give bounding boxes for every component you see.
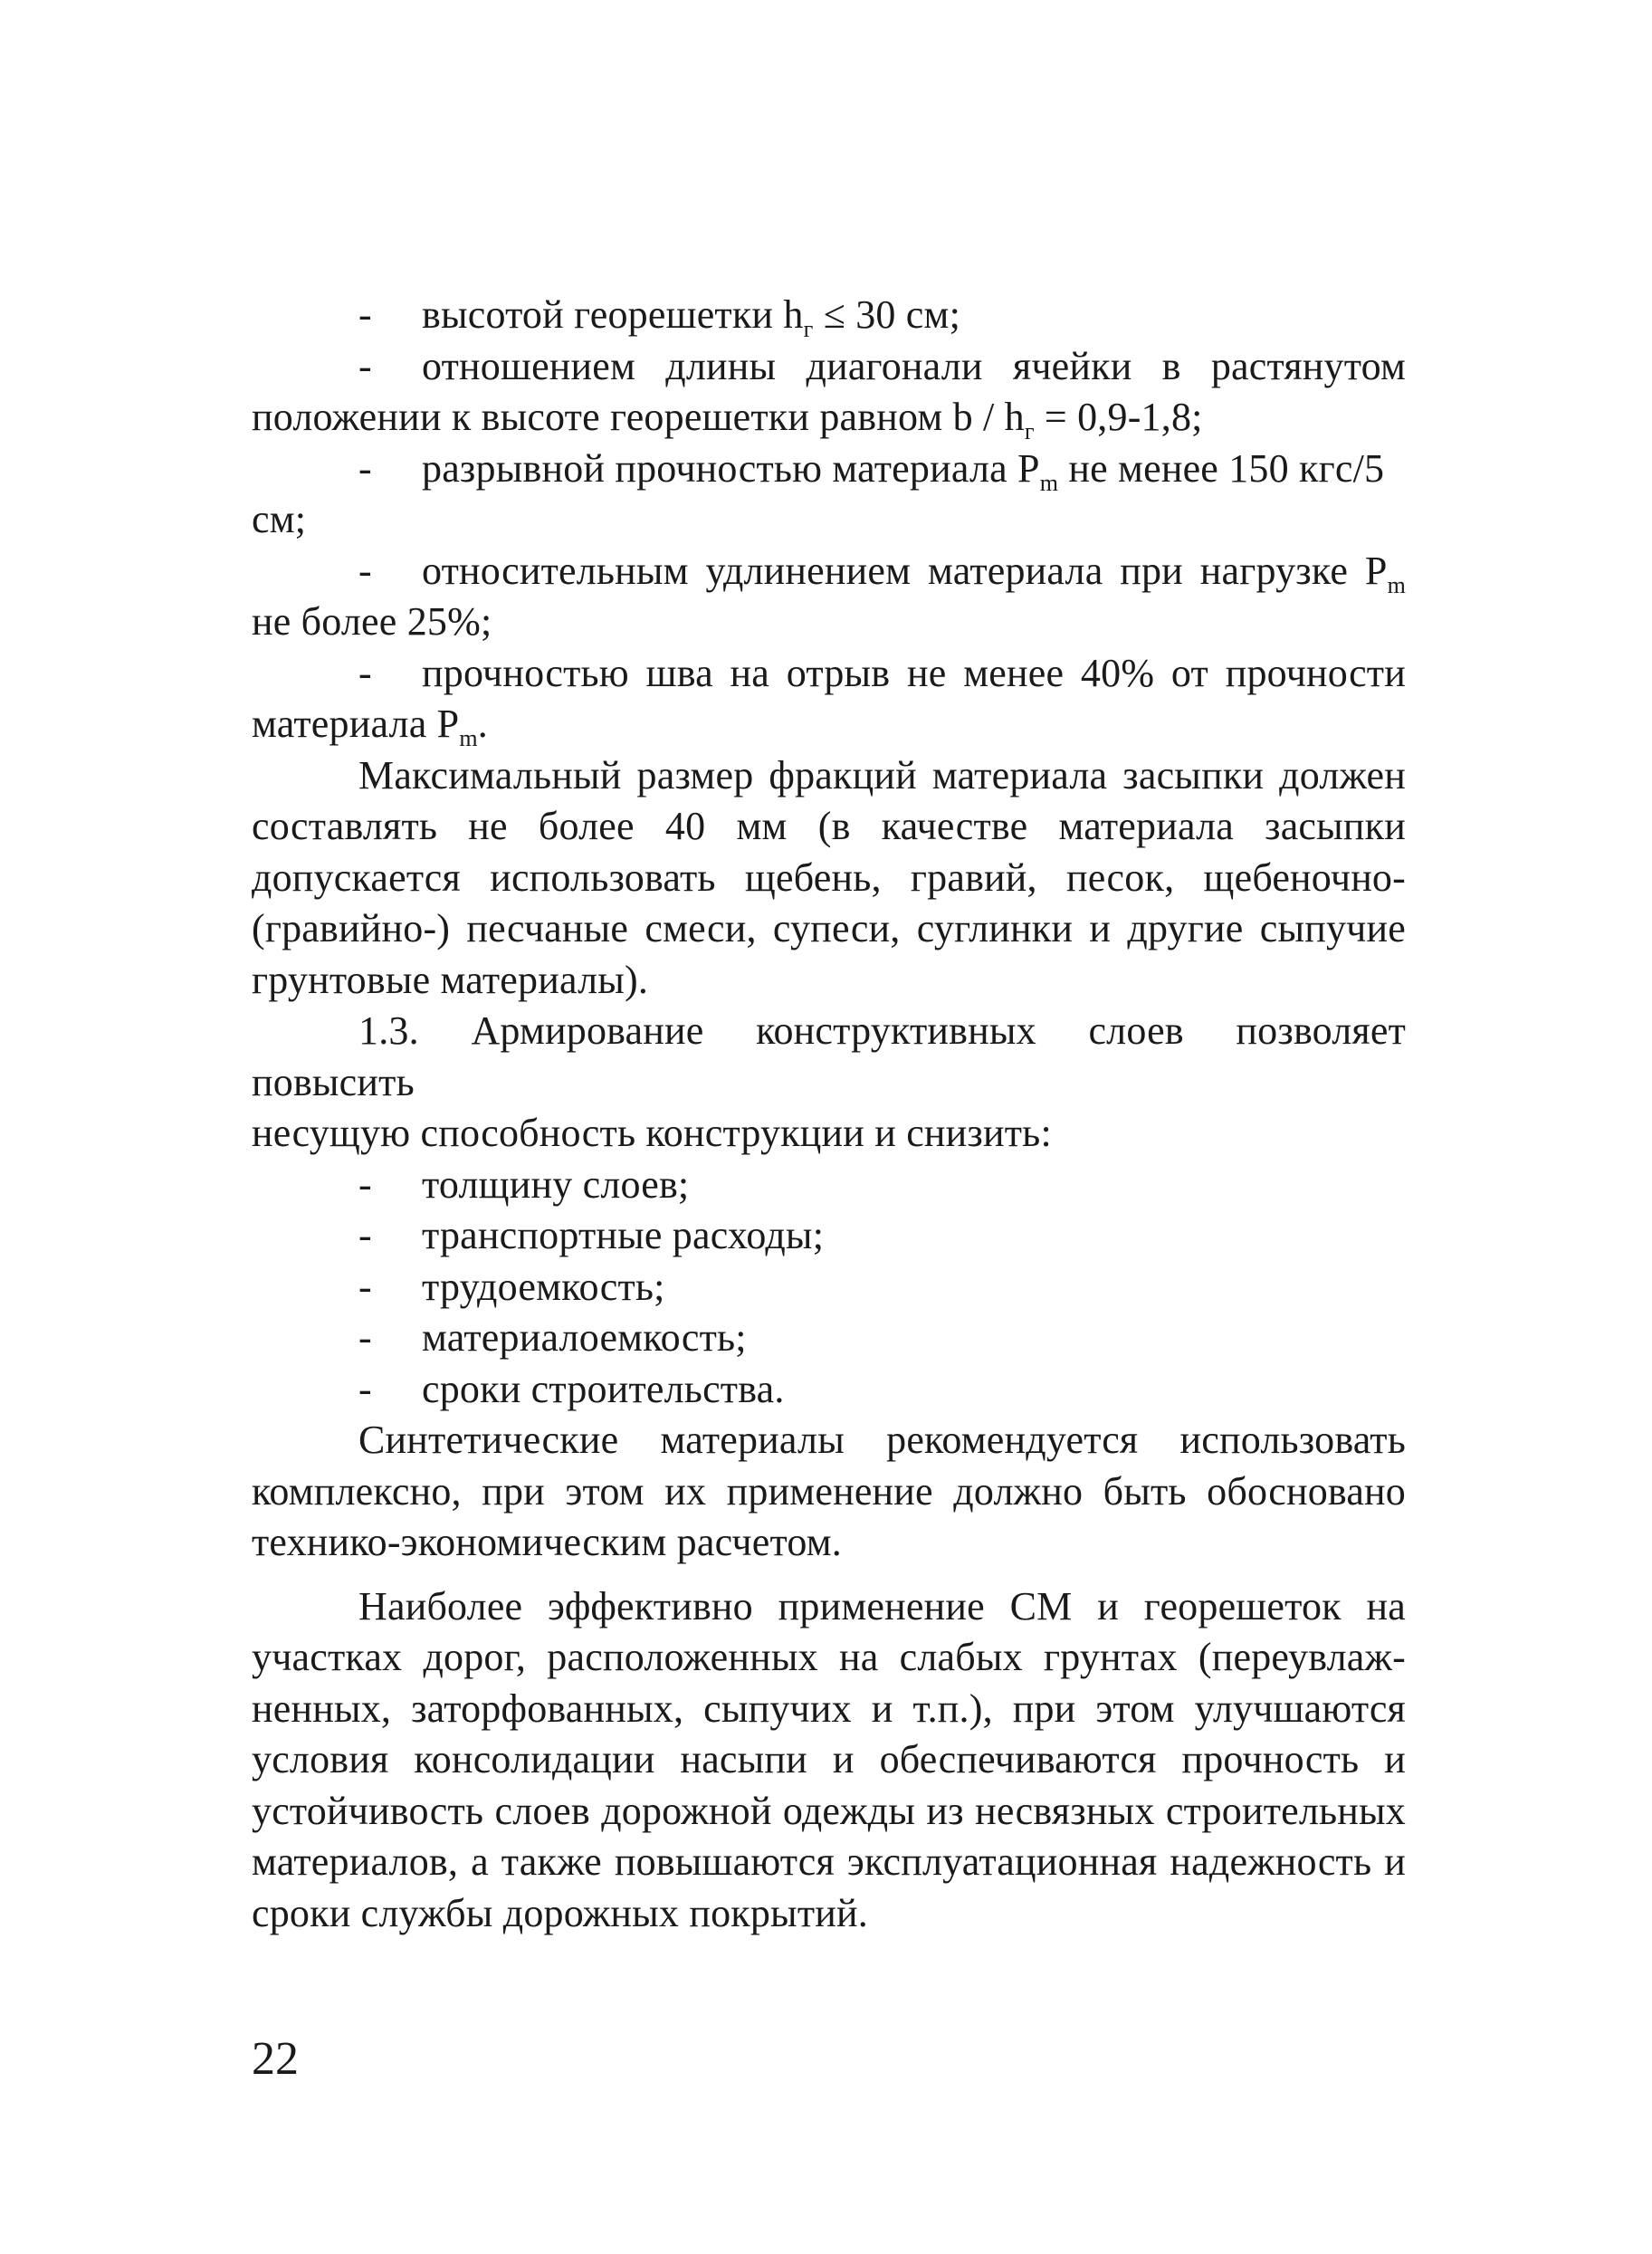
list-item bbox=[252, 1364, 1406, 1416]
page-number: 22 bbox=[252, 2033, 299, 2085]
dash-marker: - bbox=[358, 1366, 372, 1411]
list-item-text bbox=[422, 290, 1406, 341]
text-line: (гравийно-) песчаные смеси, супеси, суглинки и другие сыпучие bbox=[252, 906, 1406, 950]
list-item bbox=[252, 1160, 1406, 1211]
list-item-text: материалоемкость; bbox=[422, 1315, 747, 1360]
list-item bbox=[252, 1313, 1406, 1364]
dash-marker: - bbox=[358, 1161, 372, 1207]
text-line: Максимальный размер фракций материала засыпки должен bbox=[358, 752, 1406, 797]
text-line: 1.3. Армирование конструктивных слоев позволяет повысить bbox=[252, 1008, 1406, 1104]
text-run: положении к высоте георешетки равном b / h bbox=[252, 395, 1025, 439]
list-item-text: толщину слоев; bbox=[422, 1161, 690, 1207]
text-line: материалов, а также повышаются эксплуатационная надежность и bbox=[252, 1839, 1406, 1884]
subscript: m bbox=[1039, 469, 1059, 496]
list-item-continuation: см; bbox=[252, 497, 307, 541]
list-item bbox=[252, 341, 1406, 393]
page-body bbox=[252, 290, 1406, 1939]
dash-marker: - bbox=[358, 548, 372, 593]
subscript: г bbox=[1024, 418, 1035, 444]
subscript: m bbox=[459, 725, 478, 751]
text-run: разрывной прочностью материала P bbox=[422, 445, 1040, 491]
paragraph-fraction-size bbox=[252, 750, 1406, 1007]
subscript: г bbox=[803, 316, 814, 342]
list-item-continuation bbox=[252, 699, 1406, 750]
list-item-text: прочностью шва на отрыв не менее 40% от прочности bbox=[422, 650, 1406, 695]
text-line: допускается использовать щебень, гравий, песок, щебеночно- bbox=[252, 855, 1406, 900]
list-item bbox=[252, 648, 1406, 700]
reduce-list bbox=[252, 1160, 1406, 1416]
dash-marker: - bbox=[358, 343, 372, 388]
text-line: устойчивость слоев дорожной одежды из несвязных строительных bbox=[252, 1788, 1406, 1833]
list-item bbox=[252, 444, 1406, 495]
dash-marker: - bbox=[358, 1264, 372, 1309]
paragraph-synthetic-materials bbox=[252, 1415, 1406, 1569]
list-item-continuation: не более 25%; bbox=[252, 599, 492, 644]
text-run: высотой георешетки h bbox=[422, 292, 804, 337]
text-line: грунтовые материалы). bbox=[252, 957, 649, 1002]
text-run: не менее 150 кгс/5 bbox=[1058, 445, 1385, 491]
paragraph-spacer bbox=[252, 1569, 1406, 1581]
dash-marker: - bbox=[358, 445, 372, 491]
text-line: технико-экономическим расчетом. bbox=[252, 1520, 842, 1564]
text-run: ≤ 30 см; bbox=[813, 292, 960, 337]
list-item bbox=[252, 290, 1406, 341]
list-item-text: сроки строительства. bbox=[422, 1366, 785, 1411]
text-run: материала P bbox=[252, 702, 460, 746]
text-line: Наиболее эффективно применение СМ и георешеток на bbox=[358, 1583, 1406, 1628]
text-line: составлять не более 40 мм (в качестве материала засыпки bbox=[252, 804, 1406, 848]
list-item bbox=[252, 1210, 1406, 1262]
text-run: относительным удлинением материала при нагрузке P bbox=[422, 548, 1388, 593]
text-line: несущую способность конструкции и снизить: bbox=[252, 1111, 1052, 1155]
text-line: участках дорог, расположенных на слабых грунтах (переувлаж- bbox=[252, 1635, 1406, 1679]
list-item bbox=[252, 546, 1406, 597]
dash-marker: - bbox=[358, 1315, 372, 1360]
text-line: комплексно, при этом их применение должно быть обосновано bbox=[252, 1468, 1406, 1514]
list-item-text: трудоемкость; bbox=[422, 1264, 665, 1309]
list-item-text: транспортные расходы; bbox=[422, 1213, 825, 1257]
list-item-text: отношением длины диагонали ячейки в растянутом bbox=[422, 343, 1406, 388]
paragraph-effective-use bbox=[252, 1581, 1406, 1940]
text-line: условия консолидации насыпи и обеспечиваются прочность и bbox=[252, 1737, 1406, 1781]
dash-marker: - bbox=[358, 1213, 372, 1257]
list-item-continuation bbox=[252, 392, 1406, 444]
text-run: . bbox=[477, 702, 488, 746]
dash-marker: - bbox=[358, 650, 372, 695]
text-line: сроки службы дорожных покрытий. bbox=[252, 1890, 868, 1935]
paragraph-reinforcement bbox=[252, 1006, 1406, 1160]
text-line: ненных, заторфованных, сыпучих и т.п.), при этом улучшаются bbox=[252, 1686, 1406, 1731]
list-item-text bbox=[422, 444, 1406, 495]
list-item bbox=[252, 1262, 1406, 1313]
list-item-text bbox=[422, 546, 1406, 597]
text-run: = 0,9-1,8; bbox=[1034, 395, 1203, 439]
dash-marker: - bbox=[358, 292, 372, 337]
subscript: m bbox=[1387, 571, 1406, 598]
text-line: Синтетические материалы рекомендуется использовать bbox=[358, 1418, 1406, 1462]
